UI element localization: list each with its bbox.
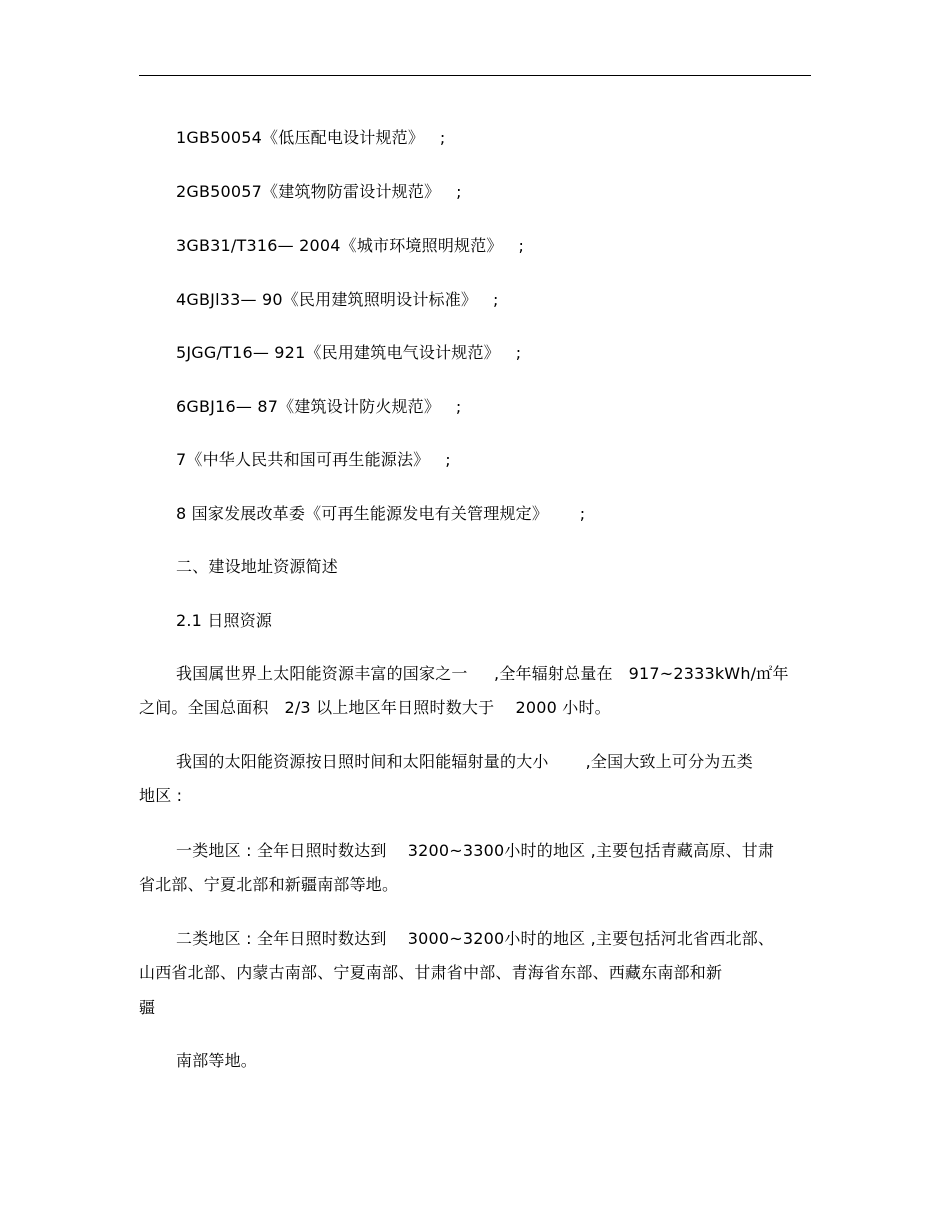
paragraph-line: 地区 :: [139, 786, 183, 805]
section-heading: 二、建设地址资源简述: [176, 557, 339, 576]
reference-item: 6GBJ16— 87《建筑设计防火规范》 ;: [176, 397, 462, 416]
reference-item: 3GB31/T316— 2004《城市环境照明规范》 ;: [176, 236, 525, 255]
paragraph-line: 省北部、宁夏北部和新疆南部等地。: [139, 875, 399, 894]
paragraph-line: 我国属世界上太阳能资源丰富的国家之一 ,全年辐射总量在 917~2333kWh/㎡年: [176, 664, 789, 683]
paragraph-line: 二类地区 : 全年日照时数达到 3000~3200小时的地区 ,主要包括河北省西北部、: [176, 929, 775, 948]
reference-item: 5JGG/T16— 921《民用建筑电气设计规范》 ;: [176, 343, 522, 362]
reference-item: 1GB50054《低压配电设计规范》 ;: [176, 128, 446, 147]
paragraph-line: 南部等地。: [176, 1051, 258, 1070]
paragraph-line: 山西省北部、内蒙古南部、宁夏南部、甘肃省中部、青海省东部、西藏东南部和新: [139, 963, 723, 982]
paragraph-line: 一类地区 : 全年日照时数达到 3200~3300小时的地区 ,主要包括青藏高原、甘肃: [176, 841, 775, 860]
reference-item: 7《中华人民共和国可再生能源法》 ;: [176, 450, 451, 469]
reference-item: 8 国家发展改革委《可再生能源发电有关管理规定》 ;: [176, 504, 586, 523]
reference-item: 2GB50057《建筑物防雷设计规范》 ;: [176, 182, 462, 201]
subsection-heading: 2.1 日照资源: [176, 611, 273, 630]
reference-item: 4GBJl33— 90《民用建筑照明设计标准》 ;: [176, 290, 499, 309]
paragraph-line: 之间。全国总面积 2/3 以上地区年日照时数大于 2000 小时。: [139, 698, 611, 717]
paragraph-line: 疆: [139, 998, 156, 1017]
header-divider: [139, 75, 811, 76]
paragraph-line: 我国的太阳能资源按日照时间和太阳能辐射量的大小 ,全国大致上可分为五类: [176, 752, 753, 771]
